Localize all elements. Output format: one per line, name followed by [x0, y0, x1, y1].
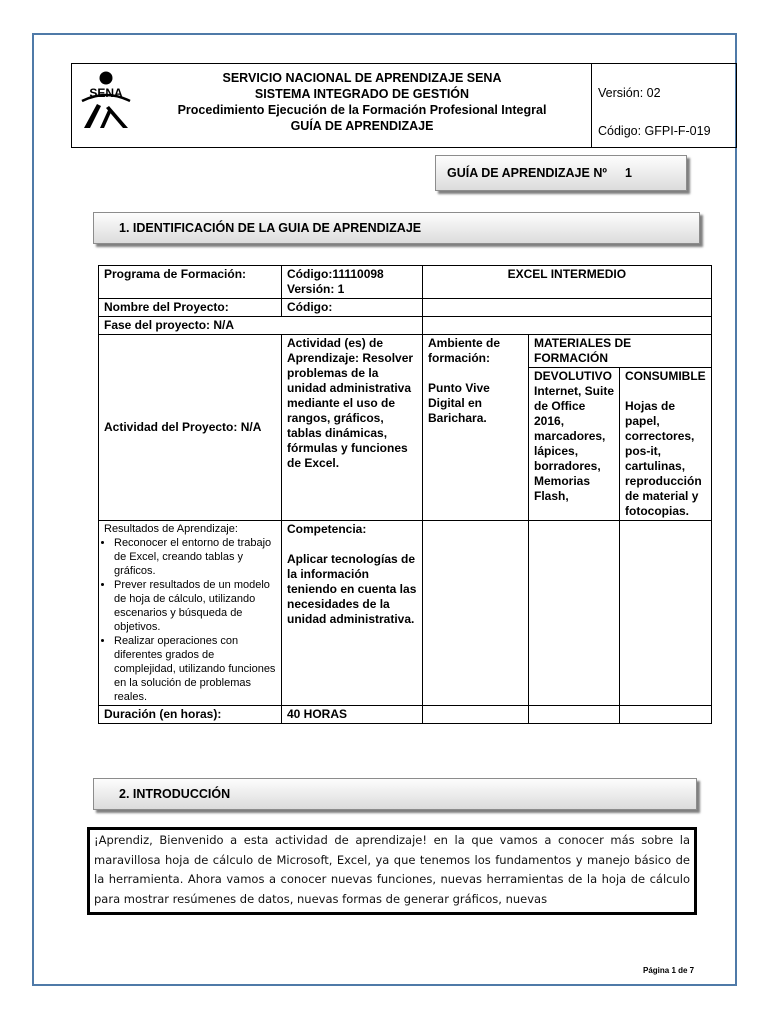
table-row [99, 521, 712, 706]
empty-cell [529, 521, 620, 706]
header-version: Versión: 02 [598, 86, 661, 100]
fase-label: Fase del proyecto: N/A [99, 317, 423, 335]
empty-cell [423, 521, 529, 706]
competencia-cell [282, 521, 423, 706]
table-row [99, 706, 712, 724]
header-title-1: SERVICIO NACIONAL DE APRENDIZAJE SENA [222, 71, 502, 85]
actividad-proyecto: Actividad del Proyecto: N/A [99, 335, 282, 521]
programa-label: Programa de Formación: [99, 266, 282, 299]
actividad-aprendizaje: Actividad (es) de Aprendizaje: Resolver problemas de la unidad administrativa mediante el uso de rangos, gráficos, tablas dinámicas, fórmulas y funciones de Excel. [282, 335, 423, 521]
fase-empty [423, 317, 712, 335]
guide-number: 1 [625, 166, 632, 180]
section-1-title: 1. IDENTIFICACIÓN DE LA GUIA DE APRENDIZAJE [119, 221, 422, 235]
page-footer: Página 1 de 7 [643, 966, 695, 975]
consumible-header: CONSUMIBLE [625, 369, 706, 383]
duracion-value: 40 HORAS [282, 706, 423, 724]
devolutivo-cell [529, 368, 620, 521]
resultados-list [104, 536, 276, 704]
resultados-cell [99, 521, 282, 706]
header-title-2: SISTEMA INTEGRADO DE GESTIÓN [254, 87, 470, 101]
header-code: Código: GFPI-F-019 [598, 124, 711, 138]
consumible-cell [620, 368, 712, 521]
list-item: • Prever resultados de un modelo de hoja de cálculo, utilizando escenarios y búsqueda de objetivos. [114, 578, 276, 634]
list-item: • Realizar operaciones con diferentes grados de complejidad, utilizando funciones en la solución de problemas reales. [114, 634, 276, 704]
section-2-heading [93, 778, 697, 810]
list-item: • Reconocer el entorno de trabajo de Excel, creando tablas y gráficos. [114, 536, 276, 578]
section-1-heading [93, 212, 700, 244]
programa-code-cell [282, 266, 423, 299]
ambiente-label: Ambiente de formación: [428, 336, 501, 365]
section-2-title: 2. INTRODUCCIÓN [119, 787, 231, 801]
devolutivo-header: DEVOLUTIVO [534, 369, 613, 383]
ambiente-value: Punto Vive Digital en Barichara. [428, 381, 490, 425]
identification-table [98, 265, 712, 724]
duracion-label: Duración (en horas): [99, 706, 282, 724]
ambiente-cell [423, 335, 529, 521]
guide-number-label: GUÍA DE APRENDIZAJE Nº [447, 166, 607, 180]
sena-logo [78, 70, 134, 130]
guide-number-box [435, 155, 687, 191]
empty-cell [423, 706, 529, 724]
consumible-value: Hojas de papel, correctores, pos-it, cartulinas, reproducción de material y fotocopias. [625, 399, 702, 518]
resultados-label: Resultados de Aprendizaje: [104, 523, 238, 535]
proyecto-empty [423, 299, 712, 317]
header-title-3: Procedimiento Ejecución de la Formación Profesional Integral [177, 103, 547, 117]
devolutivo-value: Internet, Suite de Office 2016, marcadores, lápices, borradores, Memorias Flash, [534, 384, 615, 503]
table-row [99, 335, 712, 368]
document-header [71, 63, 737, 148]
header-divider [591, 64, 592, 147]
proyecto-label: Nombre del Proyecto: [99, 299, 282, 317]
proyecto-codigo: Código: [282, 299, 423, 317]
header-title-4: GUÍA DE APRENDIZAJE [290, 119, 434, 133]
materiales-header: MATERIALES DE FORMACIÓN [529, 335, 712, 368]
empty-cell [620, 521, 712, 706]
competencia-value: Aplicar tecnologías de la información teniendo en cuenta las necesidades de la unidad administrativa. [287, 552, 417, 626]
programa-version: Versión: 1 [287, 282, 345, 296]
empty-cell [529, 706, 620, 724]
logo-text: SENA [89, 86, 123, 100]
programa-codigo: Código:11110098 [287, 267, 384, 281]
intro-paragraph: ¡Aprendiz, Bienvenido a esta actividad de aprendizaje! en la que vamos a conocer más sobre la maravillosa hoja de cálculo de Microsoft, Excel, ya que tenemos los fundamentos y manejo básico de la herramienta. Ahora vamos a conocer nuevas funciones, nuevas herramientas de la hoja de cálculo para mostrar resúmenes de datos, nuevas formas de generar gráficos, nuevas [87, 827, 697, 915]
programa-nombre: EXCEL INTERMEDIO [423, 266, 712, 299]
table-row [99, 317, 712, 335]
competencia-label: Competencia: [287, 522, 367, 536]
table-row [99, 299, 712, 317]
table-row [99, 266, 712, 299]
empty-cell [620, 706, 712, 724]
